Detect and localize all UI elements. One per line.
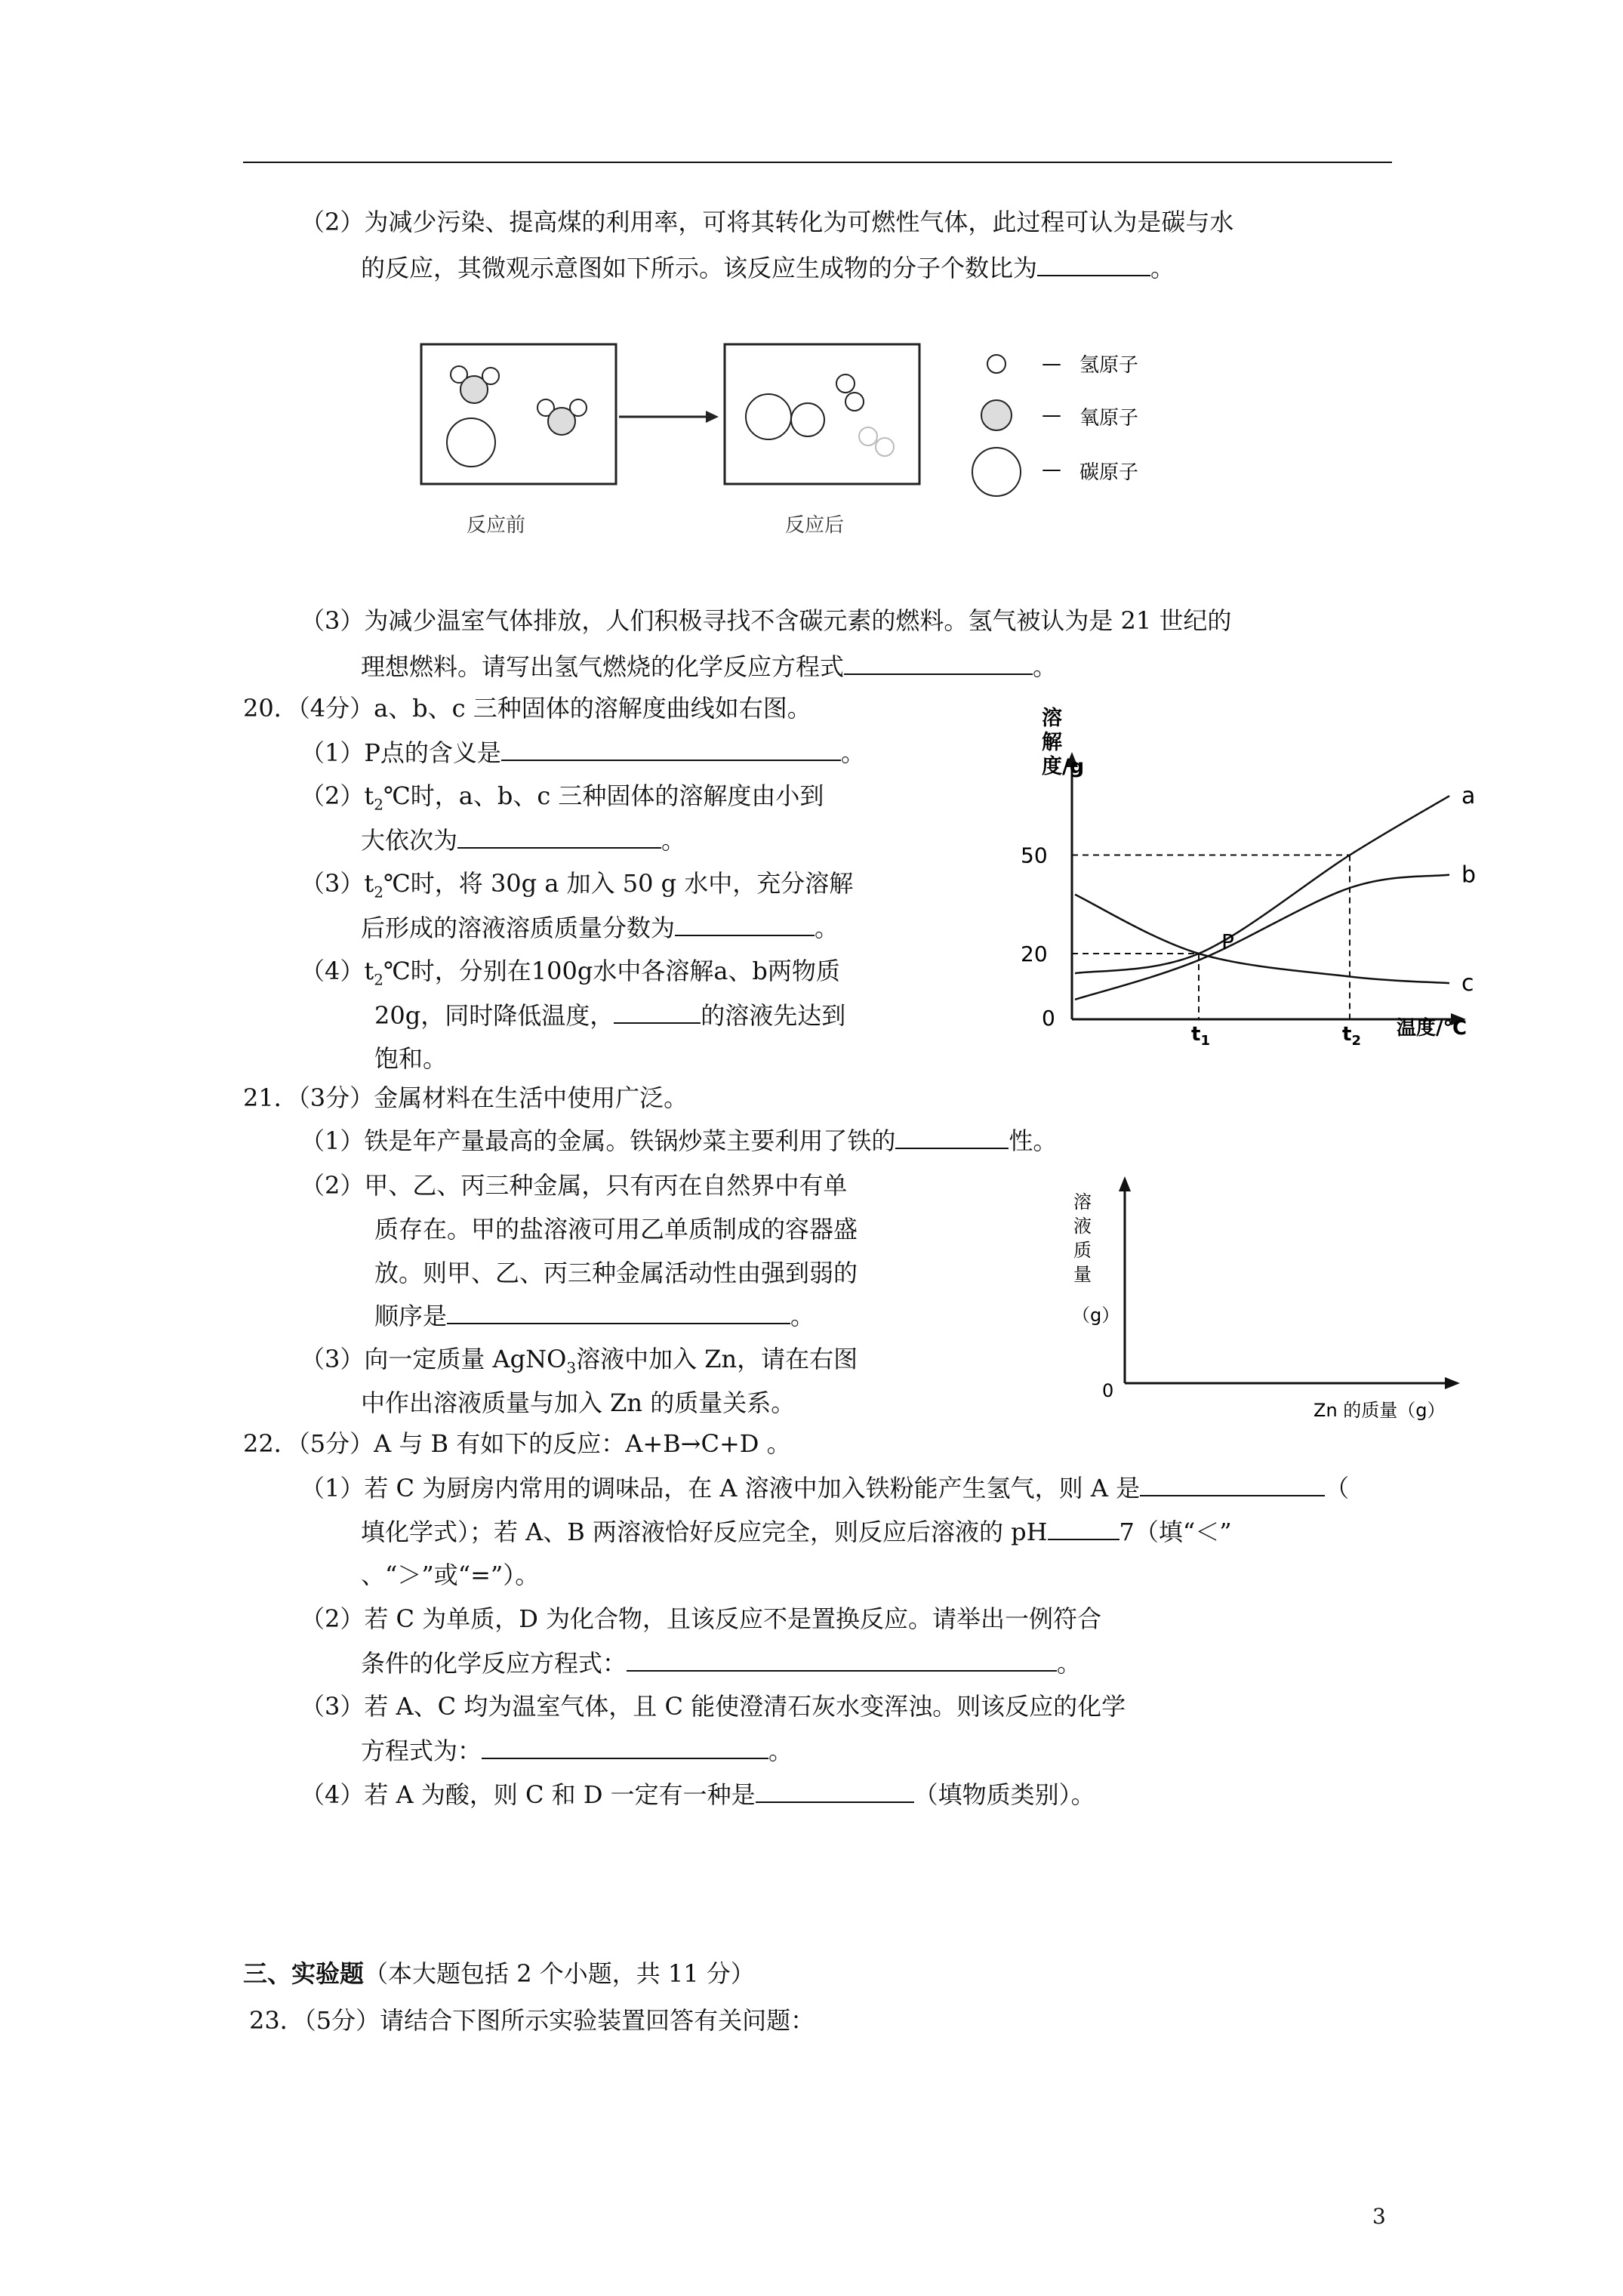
before-label: 反应前 xyxy=(467,514,526,537)
q20-3-line1: $(3)t_2℃$时，将 30g a 加入 50 g 水中，充分溶解 xyxy=(300,869,854,901)
y-axis-label-part: 度/g xyxy=(1042,755,1085,778)
answer-blank[interactable] xyxy=(614,1000,701,1024)
reaction-diagram xyxy=(408,332,1178,544)
q21-heading: 21．（3分）金属材料在生活中使用广泛。 xyxy=(243,1083,688,1112)
x-tick-label: $t_2$ xyxy=(1342,1023,1361,1049)
hydrogen-atom-icon xyxy=(876,438,894,456)
q21-3-line1: （3）向一定质量 AgNO$_3$溶液中加入 Zn，请在右图 xyxy=(300,1345,858,1377)
answer-blank[interactable] xyxy=(627,1647,1057,1672)
section-3-title: 三、实验题（本大题包括 2 个小题，共 11 分） xyxy=(243,1959,755,1988)
hydrogen-atom-icon xyxy=(859,427,877,445)
carbon-atom-icon xyxy=(447,418,495,467)
answer-blank[interactable] xyxy=(895,1125,1009,1149)
x-axis-label: Zn 的质量（g） xyxy=(1313,1400,1446,1421)
x-axis-label: 温度/℃ xyxy=(1397,1017,1467,1040)
answer-blank[interactable] xyxy=(501,737,841,761)
oxygen-atom-icon xyxy=(981,400,1012,430)
y-axis-arrow-icon xyxy=(1119,1176,1131,1191)
x-tick-label: $t_1$ xyxy=(1191,1023,1210,1049)
answer-blank[interactable] xyxy=(675,912,815,936)
answer-blank[interactable] xyxy=(482,1735,768,1759)
hydrogen-atom-icon xyxy=(570,399,587,416)
q20-1: （1）P点的含义是 。 xyxy=(300,738,865,767)
series-label-b: b xyxy=(1461,861,1477,889)
origin-label: 0 xyxy=(1042,1006,1055,1031)
legend-dash: — xyxy=(1042,404,1061,427)
answer-blank[interactable] xyxy=(1048,1516,1119,1540)
answer-blank[interactable] xyxy=(447,1300,790,1324)
arrow-head-icon xyxy=(706,411,719,423)
q22-3-line2: 方程式为： 。 xyxy=(361,1737,793,1765)
legend-carbon-label: 碳原子 xyxy=(1079,461,1139,484)
before-box xyxy=(421,344,616,484)
q20-heading: 20．（4分）a、b、c 三种固体的溶解度曲线如右图。 xyxy=(243,694,812,723)
q20-4-line2: 20g，同时降低温度， 的溶液先达到 xyxy=(374,1001,846,1030)
hydrogen-atom-icon xyxy=(987,355,1006,373)
q21-2-line4: 顺序是 。 xyxy=(374,1302,815,1330)
legend-dash: — xyxy=(1042,458,1061,481)
point-p-label: P xyxy=(1221,929,1234,954)
x-axis-arrow-icon xyxy=(1445,1377,1460,1389)
page-number: 3 xyxy=(1372,2204,1386,2229)
answer-blank[interactable] xyxy=(756,1779,914,1803)
q20-3-line2: 后形成的溶液溶质质量分数为 。 xyxy=(361,914,839,942)
answer-blank[interactable] xyxy=(457,824,661,849)
y-label-char: 质 xyxy=(1073,1240,1092,1261)
q21-3-line2: 中作出溶液质量与加入 Zn 的质量关系。 xyxy=(361,1388,796,1417)
q22-2-line1: （2）若 C 为单质，D 为化合物，且该反应不是置换反应。请举出一例符合 xyxy=(300,1604,1102,1633)
series-label-c: c xyxy=(1461,970,1474,997)
q22-3-line1: （3）若 A、C 均为温室气体，且 C 能使澄清石灰水变浑浊。则该反应的化学 xyxy=(300,1692,1126,1721)
q20-2-line1: $(2)t_2℃$时，a、b、c 三种固体的溶解度由小到 xyxy=(300,781,824,814)
y-label-char: 量 xyxy=(1073,1264,1092,1285)
q19-3-line1: （3）为减少温室气体排放，人们积极寻找不含碳元素的燃料。氢气被认为是 21 世纪的 xyxy=(300,606,1232,635)
q19-2-line2: 的反应，其微观示意图如下所示。该反应生成物的分子个数比为 。 xyxy=(361,254,1175,282)
q22-1-line3: 、“＞”或“=”）。 xyxy=(361,1561,540,1589)
hydrogen-atom-icon xyxy=(836,374,855,393)
zn-mass-axes[interactable] xyxy=(1057,1170,1480,1427)
carbon-atom-icon xyxy=(972,448,1021,496)
y-axis-label-part: 解 xyxy=(1042,731,1062,754)
origin-label: 0 xyxy=(1102,1380,1114,1401)
y-tick-label: 20 xyxy=(1021,942,1048,966)
q21-2-line1: （2）甲、乙、丙三种金属，只有丙在自然界中有单 xyxy=(300,1171,848,1200)
series-label-a: a xyxy=(1461,783,1476,810)
y-axis-label xyxy=(1042,707,1084,778)
q20-4-line1: $(4)t_2℃$时，分别在100g水中各溶解a、b两物质 xyxy=(300,957,840,989)
q20-4-line3: 饱和。 xyxy=(374,1044,448,1073)
oxygen-atom-icon xyxy=(791,403,824,436)
y-label-char: 溶 xyxy=(1073,1191,1092,1213)
y-label-char: 液 xyxy=(1073,1216,1092,1237)
q21-2-line3: 放。则甲、乙、丙三种金属活动性由强到弱的 xyxy=(374,1259,858,1287)
answer-blank[interactable] xyxy=(1037,252,1150,276)
hydrogen-atom-icon xyxy=(845,393,864,411)
x-tick-subscript: 1 xyxy=(1200,1033,1210,1049)
legend-oxygen-label: 氧原子 xyxy=(1079,407,1139,430)
solubility-chart xyxy=(1012,702,1495,1049)
hydrogen-atom-icon xyxy=(482,368,499,384)
legend-dash: — xyxy=(1042,353,1061,375)
legend-hydrogen-label: 氢原子 xyxy=(1079,354,1139,377)
x-tick-subscript: 2 xyxy=(1351,1033,1361,1049)
q19-2-line1: （2）为减少污染、提高煤的利用率，可将其转化为可燃性气体，此过程可认为是碳与水 xyxy=(300,208,1234,236)
q22-heading: 22．（5分）A 与 B 有如下的反应：A+B→C+D 。 xyxy=(243,1429,791,1458)
y-unit-label: （g） xyxy=(1072,1305,1120,1326)
q22-1-line1: （1）若 C 为厨房内常用的调味品，在 A 溶液中加入铁粉能产生氢气，则 A 是 （ xyxy=(300,1474,1350,1502)
series-curve-a xyxy=(1075,796,1449,973)
q20-2-line2: 大依次为 。 xyxy=(361,826,686,855)
answer-blank[interactable] xyxy=(844,651,1033,675)
q21-2-line2: 质存在。甲的盐溶液可用乙单质制成的容器盛 xyxy=(374,1215,858,1244)
q23-heading: 23．（5分）请结合下图所示实验装置回答有关问题： xyxy=(249,2006,815,2035)
q19-3-line2: 理想燃料。请写出氢气燃烧的化学反应方程式 。 xyxy=(361,652,1058,681)
answer-blank[interactable] xyxy=(1140,1472,1325,1496)
q22-1-line2: 填化学式）；若 A、B 两溶液恰好反应完全，则反应后溶液的 pH 7（填“＜” xyxy=(361,1518,1232,1546)
after-label: 反应后 xyxy=(785,514,845,537)
q22-4: （4）若 A 为酸，则 C 和 D 一定有一种是 （填物质类别）。 xyxy=(300,1780,1095,1809)
y-axis-label-part: 溶 xyxy=(1042,707,1062,730)
carbon-atom-icon xyxy=(746,394,791,439)
q22-2-line2: 条件的化学反应方程式： 。 xyxy=(361,1649,1082,1678)
q21-1: （1）铁是年产量最高的金属。铁锅炒菜主要利用了铁的 性。 xyxy=(300,1126,1058,1155)
header-rule xyxy=(243,162,1392,163)
y-tick-label: 50 xyxy=(1021,843,1048,868)
